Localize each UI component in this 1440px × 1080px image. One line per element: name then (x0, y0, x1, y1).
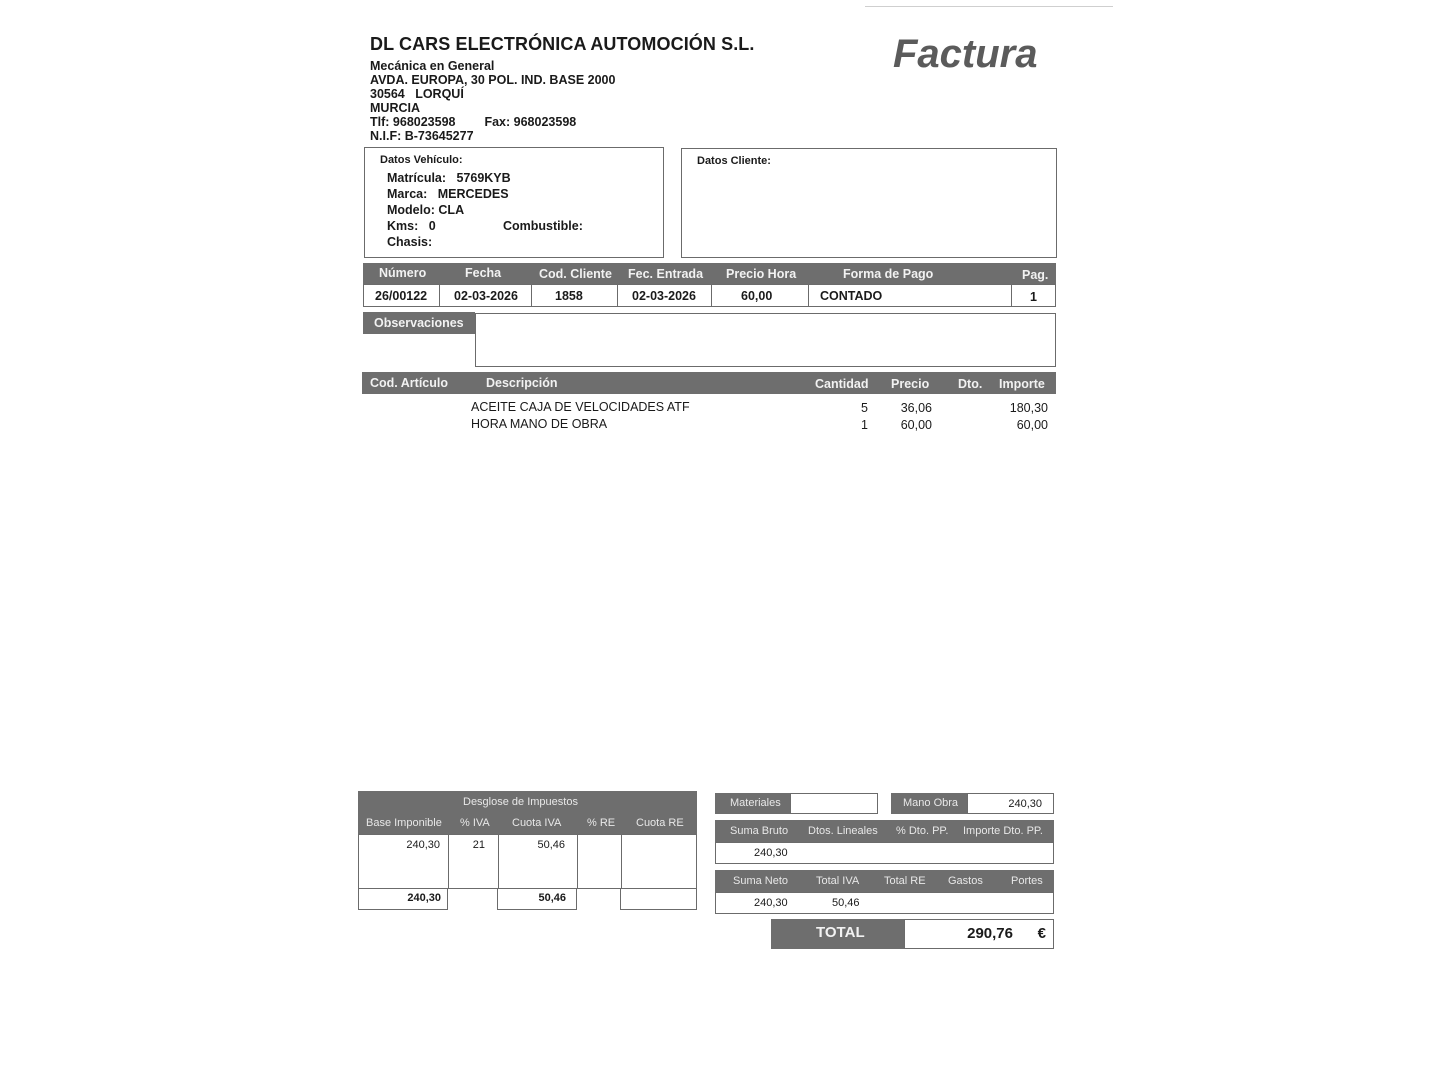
vat-amount-col-label: Cuota IVA (512, 817, 562, 829)
total-value: 290,76 (967, 925, 1013, 942)
item-amount: 180,30 (1009, 401, 1048, 415)
fax-value: 968023598 (513, 115, 577, 129)
company-name: DL CARS ELECTRÓNICA AUTOMOCIÓN S.L. (370, 34, 755, 54)
pp-pct-label: % Dto. PP. (896, 825, 949, 837)
kms-label: Kms: (387, 219, 419, 233)
item-price: 36,06 (900, 401, 932, 415)
taxes-totals-row (358, 888, 697, 910)
vehicle-box-title: Datos Vehículo: (380, 154, 463, 166)
total-value-box (904, 919, 1054, 949)
invoice-header-bar (363, 263, 1056, 284)
nif-label: N.I.F: (370, 129, 402, 143)
scan-edge-line (865, 6, 1113, 7)
items-header-bar (362, 372, 1056, 394)
re-amount-col-label: Cuota RE (636, 817, 684, 829)
materials-value-box (790, 793, 878, 814)
pp-amount-label: Importe Dto. PP. (963, 825, 1043, 837)
company-province: MURCIA (370, 101, 420, 115)
taxes-title: Desglose de Impuestos (463, 796, 578, 808)
company-nif (370, 129, 615, 143)
amount-col-label: Importe (999, 377, 1045, 391)
item-quantity: 1 (861, 418, 868, 432)
shipping-label: Portes (1011, 875, 1043, 887)
page-label: Pag. (1022, 268, 1049, 282)
item-amount: 60,00 (1016, 418, 1048, 432)
total-label: TOTAL (816, 924, 865, 941)
kms-value: 0 (428, 219, 436, 233)
page-number: 1 (1030, 290, 1037, 304)
company-activity: Mecánica en General (370, 59, 495, 73)
materials-label-bar (715, 793, 791, 814)
tax-base-value: 240,30 (406, 839, 440, 851)
fax-label: Fax: (484, 115, 511, 129)
observations-box (475, 313, 1056, 367)
gross-values (715, 842, 1054, 864)
net-header (715, 870, 1054, 892)
postal-code: 30564 (370, 87, 405, 101)
labor-label-bar (891, 793, 968, 814)
labor-label: Mano Obra (903, 797, 959, 809)
base-col-label: Base Imponible (366, 817, 442, 829)
hour-price-label: Precio Hora (726, 267, 797, 281)
taxes-table (358, 834, 697, 889)
model-label: Modelo: (387, 203, 435, 217)
labor-value: 240,30 (1008, 798, 1042, 810)
chassis-label: Chasis: (387, 235, 433, 249)
price-col-label: Precio (891, 377, 930, 391)
entry-date: 02-03-2026 (632, 289, 696, 303)
vehicle-kms-row (387, 219, 436, 233)
tax-vat-total: 50,46 (538, 892, 566, 904)
currency-symbol: € (1037, 925, 1046, 942)
model-value: CLA (438, 203, 465, 217)
gross-header (715, 820, 1054, 842)
net-value: 240,30 (754, 897, 788, 909)
gross-label: Suma Bruto (730, 825, 789, 837)
vehicle-box (364, 147, 664, 258)
total-vat-value: 50,46 (832, 897, 860, 909)
hour-price: 60,00 (741, 289, 773, 303)
company-address: AVDA. EUROPA, 30 POL. IND. BASE 2000 (370, 73, 616, 87)
phone-label: Tlf: (370, 115, 390, 129)
phone-value: 968023598 (392, 115, 456, 129)
observations-label: Observaciones (374, 316, 464, 330)
brand-label: Marca: (387, 187, 428, 201)
number-label: Número (379, 266, 427, 280)
client-code: 1858 (555, 289, 583, 303)
entry-date-label: Fec. Entrada (628, 267, 704, 281)
company-postal-city (370, 87, 615, 101)
vat-pct-col-label: % IVA (460, 817, 490, 829)
tax-vat-pct-value: 21 (472, 839, 485, 851)
tax-vat-amount-value: 50,46 (537, 839, 565, 851)
brand-value: MERCEDES (437, 187, 509, 201)
vehicle-brand-row (387, 187, 509, 201)
payment-label: Forma de Pago (843, 267, 934, 281)
total-label-bar (771, 919, 905, 949)
discount-col-label: Dto. (958, 377, 983, 391)
nif-value: B-73645277 (404, 129, 474, 143)
materials-label: Materiales (730, 797, 781, 809)
taxes-header (358, 791, 697, 834)
payment-method: CONTADO (820, 289, 883, 303)
quantity-col-label: Cantidad (815, 377, 869, 391)
client-box-title: Datos Cliente: (697, 155, 771, 167)
plate-label: Matrícula: (387, 171, 447, 185)
net-values (715, 892, 1054, 914)
line-discounts-label: Dtos. Lineales (808, 825, 878, 837)
vehicle-plate-row (387, 171, 511, 185)
client-box (681, 148, 1057, 258)
document-title: Factura (893, 32, 1038, 76)
invoice-number: 26/00122 (375, 289, 428, 303)
invoice-date: 02-03-2026 (454, 289, 518, 303)
total-re-label: Total RE (884, 875, 926, 887)
tax-base-total: 240,30 (407, 892, 441, 904)
gross-value: 240,30 (754, 847, 788, 859)
client-code-label: Cod. Cliente (539, 267, 612, 281)
vehicle-model-row (387, 203, 464, 217)
company-info (370, 59, 615, 143)
invoice-header-values (363, 284, 1056, 307)
city: LORQUÍ (415, 87, 464, 101)
list-item (362, 399, 1056, 416)
company-phone-fax (370, 115, 615, 129)
item-quantity: 5 (861, 401, 868, 415)
total-vat-label: Total IVA (816, 875, 860, 887)
item-description: HORA MANO DE OBRA (471, 417, 608, 431)
labor-value-box (967, 793, 1054, 814)
expenses-label: Gastos (948, 875, 983, 887)
re-pct-col-label: % RE (587, 817, 616, 829)
items-list (362, 399, 1056, 439)
description-col-label: Descripción (486, 376, 558, 390)
plate-value: 5769KYB (456, 171, 511, 185)
item-description: ACEITE CAJA DE VELOCIDADES ATF (471, 400, 690, 414)
observations-label-bar (363, 312, 475, 334)
item-price: 60,00 (900, 418, 932, 432)
fuel-label: Combustible: (503, 219, 583, 233)
list-item (362, 417, 1056, 434)
code-col-label: Cod. Artículo (370, 376, 449, 390)
date-label: Fecha (465, 266, 502, 280)
net-label: Suma Neto (733, 875, 789, 887)
